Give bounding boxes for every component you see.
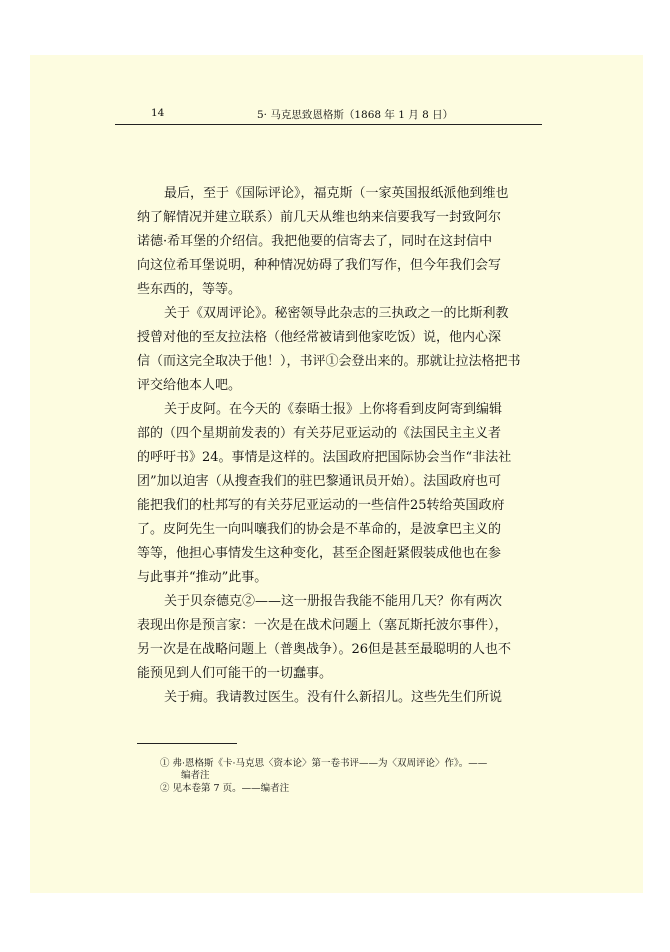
- text-line: 等等，他担心事情发生这种变化，甚至企图赶紧假装成他也在参: [137, 546, 502, 561]
- text-line: 的呼吁书》24。事情是这样的。法国政府把国际协会当作“非法社: [137, 450, 512, 465]
- text-line: 表现出你是预言家：一次是在战术问题上（塞瓦斯托波尔事件），: [137, 618, 508, 633]
- text-line: 些东西的，等等。: [137, 282, 242, 297]
- running-title: 5· 马克思致恩格斯（1868 年 1 月 8 日）: [257, 109, 454, 121]
- text-line: 能把我们的杜邦写的有关芬尼亚运动的一些信件25转给英国政府: [137, 498, 505, 513]
- text-line: 关于《双周评论》。秘密领导此杂志的三执政之一的比斯利教: [164, 306, 509, 321]
- page-header: [115, 104, 539, 124]
- text-line: 授曾对他的至友拉法格（他经常被请到他家吃饭）说，他内心深: [137, 330, 502, 345]
- text-line: 诺德·希耳堡的介绍信。我把他要的信寄去了，同时在这封信中: [137, 234, 493, 249]
- footnote-1-continued: 编者注: [181, 770, 210, 781]
- text-line: 信（而这完全取决于他！），书评①会登出来的。那就让拉法格把书: [137, 354, 521, 369]
- page-number: 14: [151, 107, 165, 119]
- text-line: 团”加以迫害（从搜查我们的驻巴黎通讯员开始）。法国政府也可: [137, 474, 502, 489]
- text-line: 了。皮阿先生一向叫嚷我们的协会是不革命的，是波拿巴主义的: [137, 522, 502, 537]
- footnote-rule: [137, 743, 237, 744]
- footnote-1: ① 弗·恩格斯《卡·马克思〈资本论〉第一卷书评——为〈双周评论〉作》。——: [160, 758, 488, 769]
- header-rule: [115, 124, 542, 125]
- text-line: 部的（四个星期前发表的）有关芬尼亚运动的《法国民主主义者: [137, 426, 502, 441]
- text-line: 向这位希耳堡说明，种种情况妨碍了我们写作，但今年我们会写: [137, 258, 502, 273]
- text-line: 最后，至于《国际评论》，福克斯（一家英国报纸派他到维也: [164, 186, 509, 201]
- text-line: 关于贝奈德克②——这一册报告我能不能用几天？你有两次: [164, 594, 503, 609]
- text-line: 另一次是在战略问题上（普奥战争）。26但是甚至最聪明的人也不: [137, 642, 512, 657]
- text-line: 纳了解情况并建立联系）前几天从维也纳来信要我写一封致阿尔: [137, 210, 502, 225]
- text-line: 关于皮阿。在今天的《泰晤士报》上你将看到皮阿寄到编辑: [164, 402, 503, 417]
- footnote-2: ② 见本卷第 7 页。——编者注: [160, 783, 290, 794]
- text-line: 能预见到人们可能干的一切蠢事。: [137, 666, 333, 681]
- text-line: 评交给他本人吧。: [137, 378, 242, 393]
- text-line: 关于痈。我请教过医生。没有什么新招儿。这些先生们所说: [164, 690, 503, 705]
- text-line: 与此事并“推动”此事。: [137, 570, 268, 585]
